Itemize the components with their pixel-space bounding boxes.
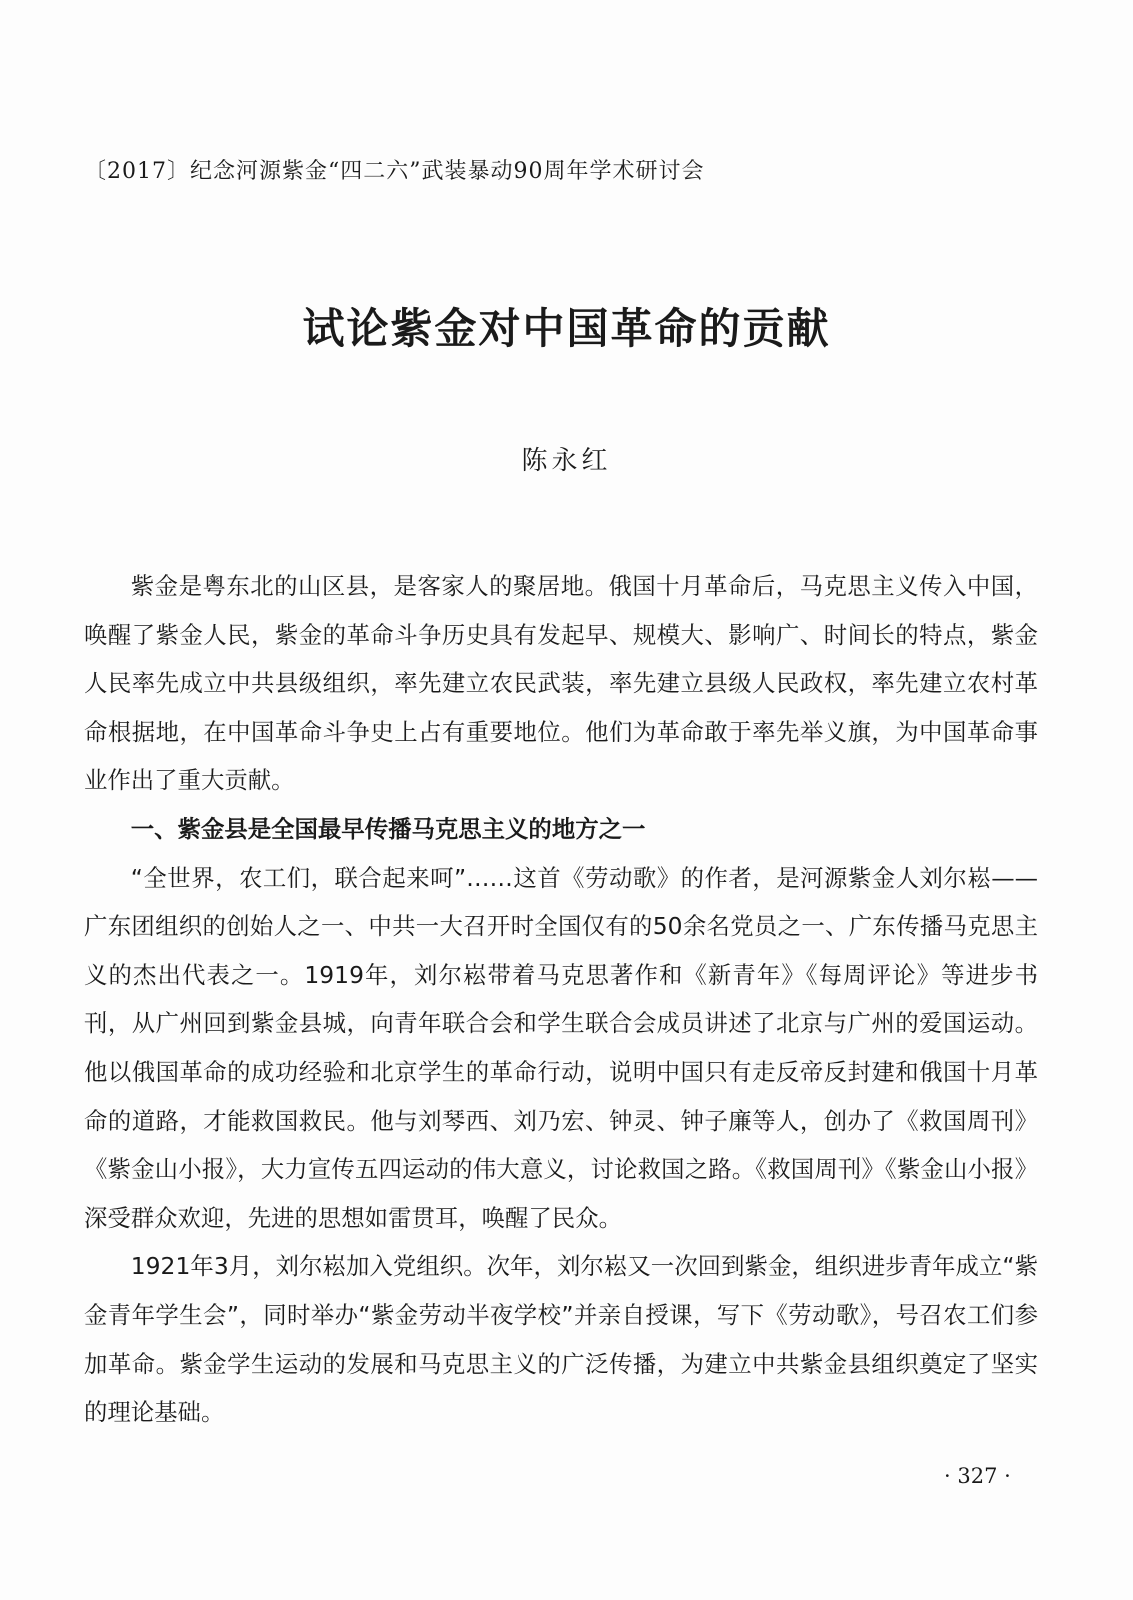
section-heading: 一、紫金县是全国最早传播马克思主义的地方之一 (130, 814, 646, 843)
paragraph-intro: 紫金是粤东北的山区县，是客家人的聚居地。俄国十月革命后，马克思主义传入中国，唤醒了紫金人民，紫金的革命斗争历史具有发起早、规模大、影响广、时间长的特点，紫金人民率先成立中共县级组织，率先建立农民武装，率先建立县级人民政权，率先建立农村革命根据地，在中国革命斗争史上占有重要地位。他们为革命敢于率先举义旗，为中国革命事业作出了重大贡献。 (84, 572, 1038, 795)
article-body (84, 562, 1038, 1437)
article-title: 试论紫金对中国革命的贡献 (302, 304, 831, 353)
running-header: 〔2017〕纪念河源紫金“四二六”武装暴动90周年学术研讨会 (84, 159, 705, 184)
paragraph-labor-song: “全世界，农工们，联合起来呵”……这首《劳动歌》的作者，是河源紫金人刘尔崧——广东团组织的创始人之一、中共一大召开时全国仅有的50余名党员之一、广东传播马克思主义的杰出代表之一。1919年，刘尔崧带着马克思著作和《新青年》《每周评论》等进步书刊，从广州回到紫金县城，向青年联合会和学生联合会成员讲述了北京与广州的爱国运动。他以俄国革命的成功经验和北京学生的革命行动，说明中国只有走反帝反封建和俄国十月革命的道路，才能救国救民。他与刘琴西、刘乃宏、钟灵、钟子廉等人，创办了《救国周刊》《紫金山小报》，大力宣传五四运动的伟大意义，讨论救国之路。《救国周刊》《紫金山小报》深受群众欢迎，先进的思想如雷贯耳，唤醒了民众。 (84, 863, 1038, 1232)
page-number: · 327 · (944, 1464, 1011, 1488)
paragraph-1921: 1921年3月，刘尔崧加入党组织。次年，刘尔崧又一次回到紫金，组织进步青年成立“紫金青年学生会”，同时举办“紫金劳动半夜学校”并亲自授课，写下《劳动歌》，号召农工们参加革命。紫金学生运动的发展和马克思主义的广泛传播，为建立中共紫金县组织奠定了坚实的理论基础。 (84, 1252, 1038, 1427)
author-name: 陈永红 (521, 446, 612, 476)
